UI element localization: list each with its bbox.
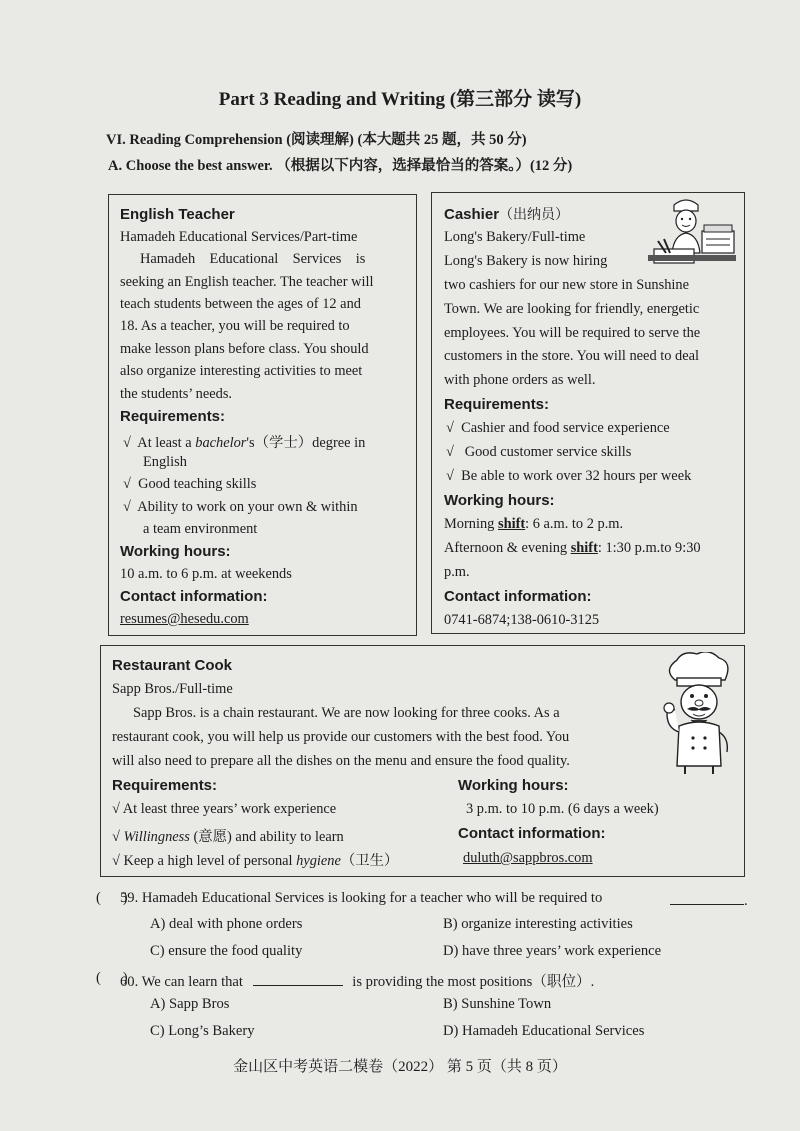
req-word: hygiene bbox=[296, 853, 341, 869]
answer-blank[interactable] bbox=[670, 890, 744, 905]
teacher-desc-line: Hamadeh Educational Services is bbox=[140, 251, 366, 267]
teacher-requirements-title: Requirements: bbox=[120, 408, 226, 425]
hours-text: Morning bbox=[444, 516, 498, 532]
teacher-desc-line: the students’ needs. bbox=[120, 386, 233, 402]
cashier-hours-afternoon-cont: p.m. bbox=[444, 564, 470, 580]
cook-desc-line: will also need to prepare all the dishes on the menu and ensure the food quality. bbox=[112, 753, 570, 769]
cashier-ad bbox=[431, 192, 745, 634]
part-title: Part 3 Reading and Writing (第三部分 读写) bbox=[218, 89, 582, 110]
shift-word: shift bbox=[497, 516, 526, 532]
cook-requirements-title: Requirements: bbox=[112, 777, 218, 794]
req-text: (意愿) and ability to learn bbox=[189, 829, 344, 845]
cashier-title-line bbox=[444, 204, 569, 224]
cashier-desc-line: two cashiers for our new store in Sunshine bbox=[444, 277, 689, 293]
teacher-req-1 bbox=[123, 431, 365, 452]
cashier-desc-line: Town. We are looking for friendly, energetic bbox=[444, 301, 700, 317]
q59-option-d[interactable]: D) have three years’ work experience bbox=[443, 943, 662, 959]
cook-desc-line: Sapp Bros. is a chain restaurant. We are now looking for three cooks. As a bbox=[133, 705, 560, 721]
teacher-req-3: √ Ability to work on your own & within bbox=[123, 499, 358, 515]
q60-option-c[interactable]: C) Long’s Bakery bbox=[150, 1023, 255, 1039]
cashier-contact-phone: 0741-6874;138-0610-3125 bbox=[444, 612, 600, 628]
cashier-contact-title: Contact information: bbox=[444, 588, 592, 605]
cook-req-1: √ At least three years’ work experience bbox=[112, 801, 337, 817]
cashier-desc-line: with phone orders as well. bbox=[444, 372, 596, 388]
teacher-desc-line: teach students between the ages of 12 and bbox=[120, 296, 361, 312]
cook-company: Sapp Bros./Full-time bbox=[112, 681, 233, 697]
req-word: Willingness bbox=[123, 829, 190, 845]
teacher-contact-title: Contact information: bbox=[120, 588, 268, 605]
restaurant-cook-ad bbox=[100, 645, 745, 877]
instructions: A. Choose the best answer. （根据以下内容，选择最恰当的答案。）(12 分) bbox=[108, 158, 573, 174]
q60-paren: ( ) bbox=[96, 970, 128, 986]
q60-stem-pre: 60. We can learn that bbox=[120, 974, 243, 990]
q59-paren: ( ) bbox=[96, 890, 128, 906]
req-text: 's（学士）degree in bbox=[246, 435, 366, 451]
cashier-requirements-title: Requirements: bbox=[444, 396, 550, 413]
q60-stem bbox=[120, 970, 594, 991]
teacher-req-3-cont: a team environment bbox=[143, 521, 258, 537]
cashier-req-2: √ Good customer service skills bbox=[446, 444, 632, 460]
cashier-company: Long's Bakery/Full-time bbox=[444, 229, 586, 245]
q60-option-b[interactable]: B) Sunshine Town bbox=[443, 996, 552, 1012]
teacher-desc-line: make lesson plans before class. You should bbox=[120, 341, 369, 357]
hours-text: : 6 a.m. to 2 p.m. bbox=[525, 516, 624, 532]
section-title: VI. Reading Comprehension (阅读理解) (本大题共 25 题，共 50 分) bbox=[106, 132, 527, 148]
cook-hours: 3 p.m. to 10 p.m. (6 days a week) bbox=[466, 801, 659, 817]
hours-text: Afternoon & evening bbox=[444, 540, 571, 556]
cook-desc-line: restaurant cook, you will help us provide our customers with the best food. You bbox=[112, 729, 570, 745]
cashier-desc-line: Long's Bakery is now hiring bbox=[444, 253, 608, 269]
cashier-desc-line: customers in the store. You will need to deal bbox=[444, 348, 699, 364]
page-footer: 金山区中考英语二模卷（2022） 第 5 页（共 8 页） bbox=[233, 1059, 567, 1075]
q60-stem-post: is providing the most positions（职位）. bbox=[352, 974, 595, 990]
q60-option-a[interactable]: A) Sapp Bros bbox=[150, 996, 230, 1012]
req-word: bachelor bbox=[195, 435, 247, 451]
q59-end: . bbox=[744, 893, 748, 909]
q60-option-d[interactable]: D) Hamadeh Educational Services bbox=[443, 1023, 645, 1039]
teacher-company: Hamadeh Educational Services/Part-time bbox=[120, 229, 358, 245]
cashier-illustration bbox=[644, 197, 738, 267]
teacher-req-1-cont: English bbox=[143, 454, 187, 470]
req-text: √ At least a bbox=[123, 435, 196, 451]
teacher-req-2: √ Good teaching skills bbox=[123, 476, 257, 492]
cook-req-2 bbox=[112, 825, 344, 846]
q59-option-b[interactable]: B) organize interesting activities bbox=[443, 916, 633, 932]
q59-stem: 59. Hamadeh Educational Services is looking for a teacher who will be required to bbox=[120, 890, 603, 906]
shift-word: shift bbox=[570, 540, 598, 556]
cook-contact-title: Contact information: bbox=[458, 825, 606, 842]
q59-blank-line[interactable] bbox=[670, 890, 748, 910]
teacher-hours-title: Working hours: bbox=[120, 543, 231, 560]
teacher-title: English Teacher bbox=[120, 206, 235, 223]
teacher-desc-line: 18. As a teacher, you will be required to bbox=[120, 318, 350, 334]
cook-title: Restaurant Cook bbox=[112, 657, 233, 674]
answer-blank[interactable] bbox=[253, 971, 343, 986]
cook-hours-title: Working hours: bbox=[458, 777, 569, 794]
cashier-hours-title: Working hours: bbox=[444, 492, 555, 509]
cashier-desc-line: employees. You will be required to serve the bbox=[444, 325, 701, 341]
req-text: （卫生） bbox=[340, 853, 399, 869]
cashier-title-cn: （出纳员） bbox=[499, 208, 570, 223]
teacher-hours: 10 a.m. to 6 p.m. at weekends bbox=[120, 566, 292, 582]
teacher-contact-email[interactable]: resumes@hesedu.com bbox=[120, 611, 249, 627]
q59-option-c[interactable]: C) ensure the food quality bbox=[150, 943, 303, 959]
chef-illustration bbox=[657, 652, 741, 776]
req-text: √ bbox=[112, 829, 124, 845]
q59-option-a[interactable]: A) deal with phone orders bbox=[150, 916, 303, 932]
teacher-desc-line: seeking an English teacher. The teacher will bbox=[120, 274, 374, 290]
req-text: √ Keep a high level of personal bbox=[112, 853, 297, 869]
cook-contact-email[interactable]: duluth@sappbros.com bbox=[463, 850, 593, 866]
english-teacher-ad bbox=[108, 194, 417, 636]
cashier-req-3: √ Be able to work over 32 hours per week bbox=[446, 468, 692, 484]
cook-req-3 bbox=[112, 849, 398, 870]
cashier-title: Cashier bbox=[444, 206, 500, 223]
hours-text: : 1:30 p.m.to 9:30 bbox=[597, 540, 701, 556]
cashier-hours-morning bbox=[444, 516, 623, 533]
cashier-req-1: √ Cashier and food service experience bbox=[446, 420, 670, 436]
teacher-desc-line: also organize interesting activities to meet bbox=[120, 363, 363, 379]
cashier-hours-afternoon bbox=[444, 540, 701, 557]
